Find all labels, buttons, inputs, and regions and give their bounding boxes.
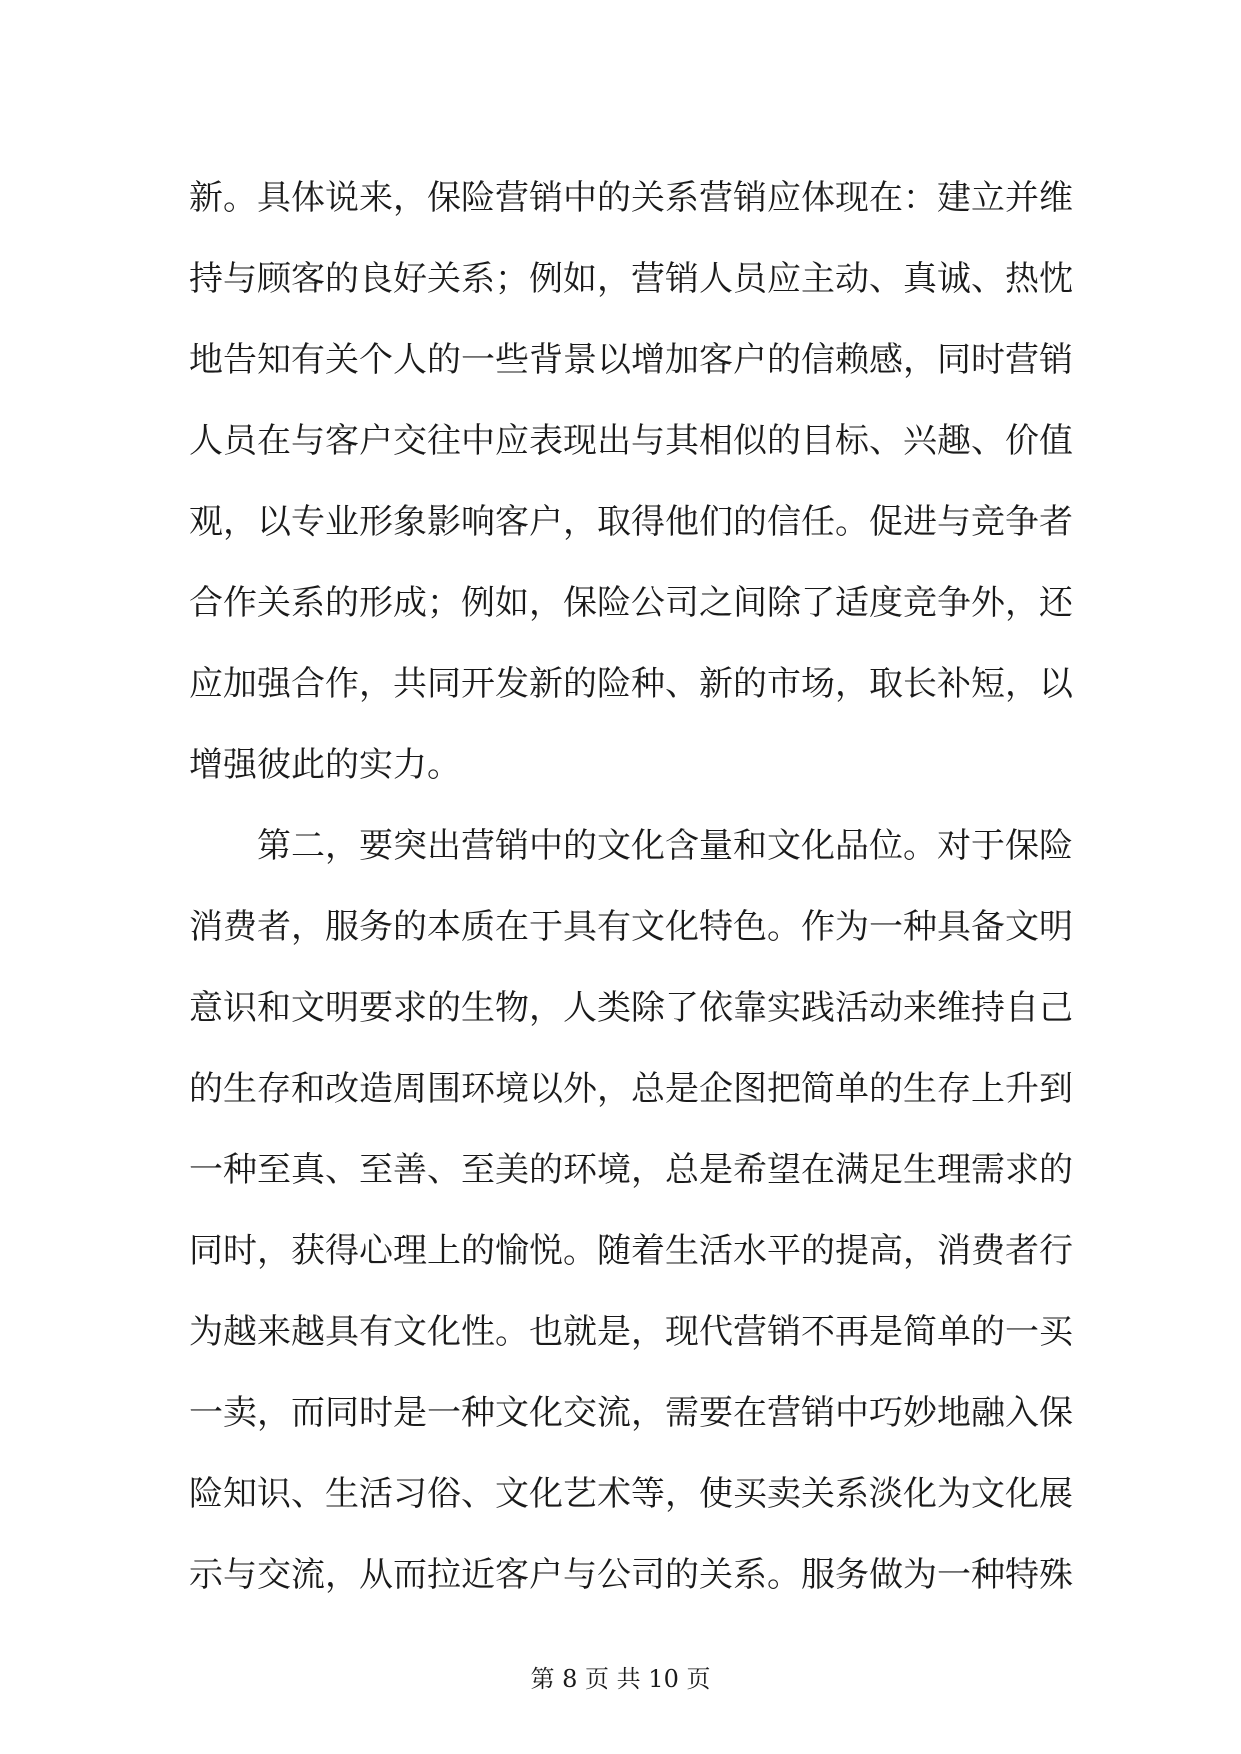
text-line: 持与顾客的良好关系；例如，营销人员应主动、真诚、热忱	[189, 259, 1073, 299]
text-line: 为越来越具有文化性。也就是，现代营销不再是简单的一买	[189, 1312, 1073, 1352]
text-line: 示与交流，从而拉近客户与公司的关系。服务做为一种特殊	[189, 1555, 1073, 1595]
text-line: 地告知有关个人的一些背景以增加客户的信赖感，同时营销	[189, 340, 1073, 380]
text-line: 一卖，而同时是一种文化交流，需要在营销中巧妙地融入保	[189, 1393, 1073, 1433]
text-line: 意识和文明要求的生物，人类除了依靠实践活动来维持自己	[189, 988, 1073, 1028]
text-line: 人员在与客户交往中应表现出与其相似的目标、兴趣、价值	[189, 421, 1073, 461]
text-line: 合作关系的形成；例如，保险公司之间除了适度竞争外，还	[189, 583, 1073, 623]
paragraph-start-line: 第二，要突出营销中的文化含量和文化品位。对于保险	[257, 826, 1073, 866]
text-line: 应加强合作，共同开发新的险种、新的市场，取长补短，以	[189, 664, 1073, 704]
document-body	[189, 158, 1073, 1616]
text-line: 险知识、生活习俗、文化艺术等，使买卖关系淡化为文化展	[189, 1474, 1073, 1514]
text-line: 增强彼此的实力。	[189, 745, 461, 785]
text-line: 新。具体说来，保险营销中的关系营销应体现在：建立并维	[189, 178, 1073, 218]
text-line: 观，以专业形象影响客户，取得他们的信任。促进与竞争者	[189, 502, 1073, 542]
text-line: 的生存和改造周围环境以外，总是企图把简单的生存上升到	[189, 1069, 1073, 1109]
text-line: 消费者，服务的本质在于具有文化特色。作为一种具备文明	[189, 907, 1073, 947]
text-line: 一种至真、至善、至美的环境，总是希望在满足生理需求的	[189, 1150, 1073, 1190]
text-line: 同时，获得心理上的愉悦。随着生活水平的提高，消费者行	[189, 1231, 1073, 1271]
page-number-footer: 第 8 页 共 10 页	[530, 1665, 711, 1693]
